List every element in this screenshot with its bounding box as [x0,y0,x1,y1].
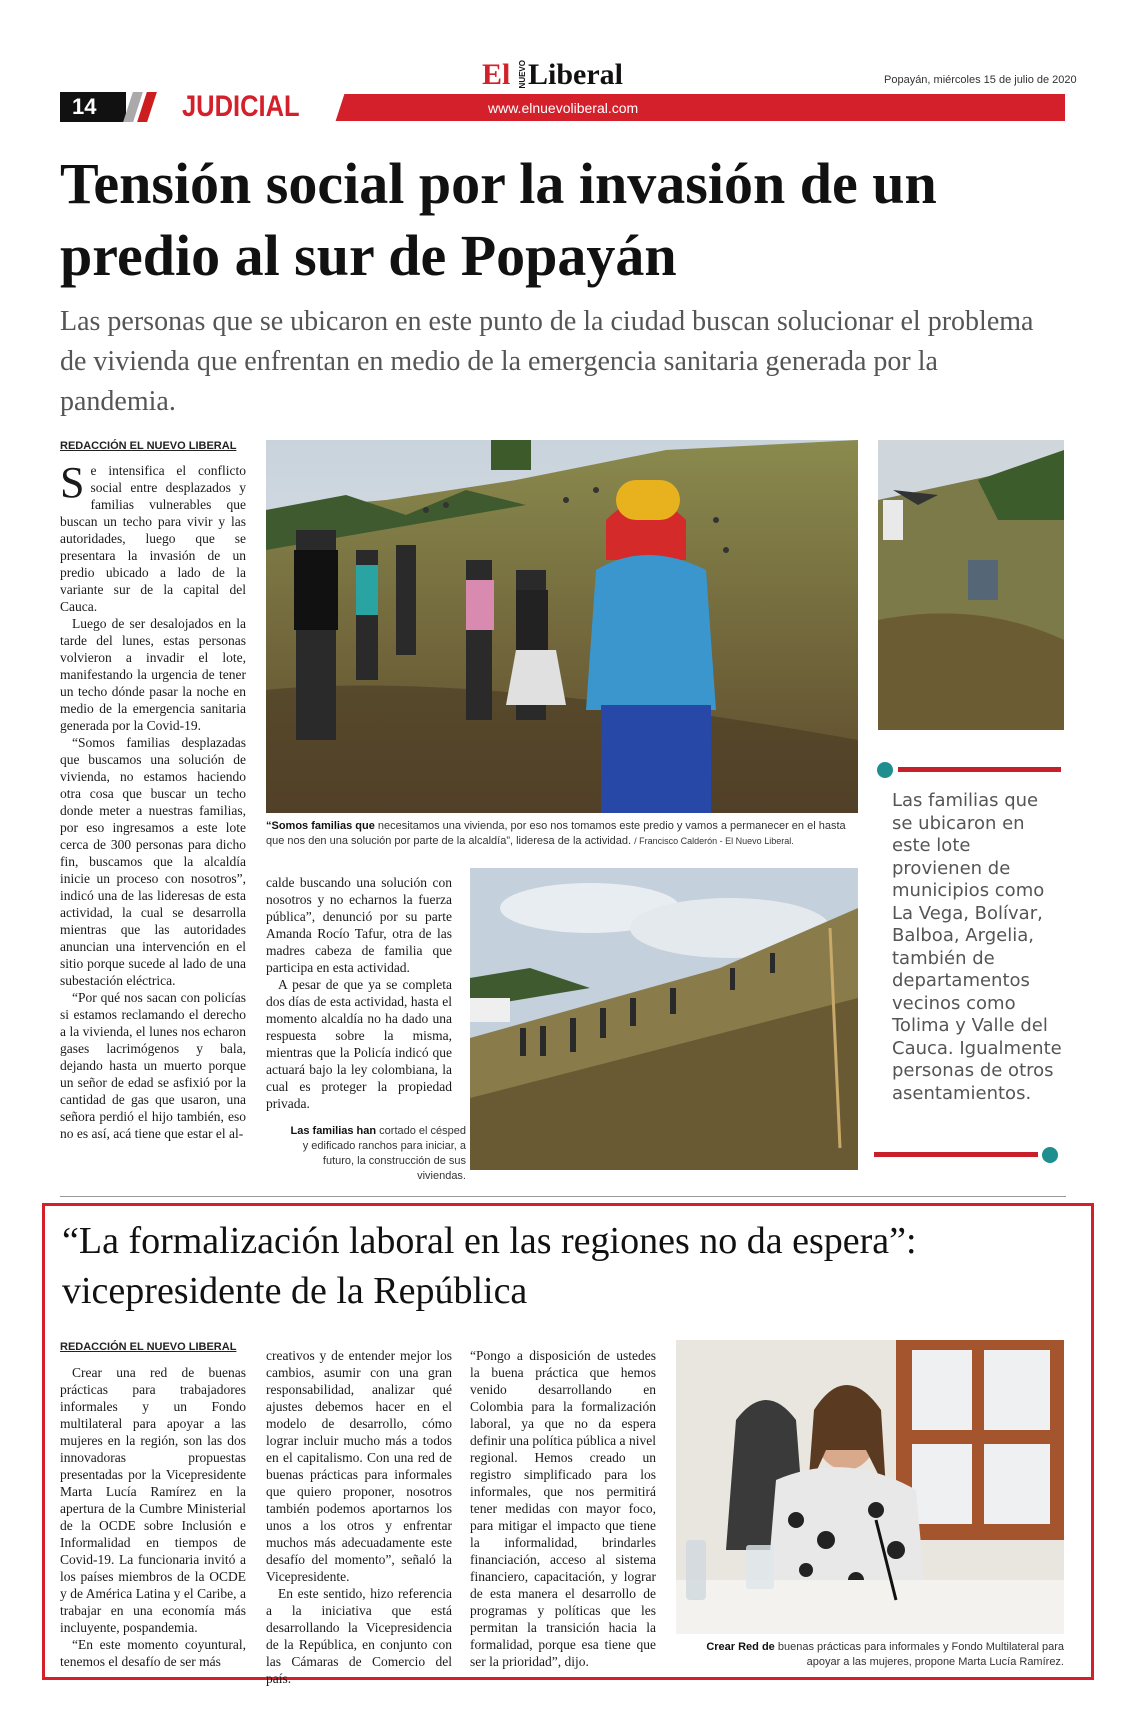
paragraph: En este sentido, hizo referencia a la iniciativa que está desarrollando la Vicepresidencia de la República, en conjunto con las Cámaras de Comercio del país. [266,1586,452,1686]
teal-dot-top [877,762,893,778]
article-byline: REDACCIÓN EL NUEVO LIBERAL [60,440,237,452]
caption-text: cortado el césped y edificado ranchos para iniciar, a futuro, la construcción de sus viviendas. [302,1125,466,1182]
article2-column-3 [470,1347,656,1670]
caption-lead: Crear Red de [706,1641,775,1653]
second-photo [470,868,858,1170]
article-deck: Las personas que se ubicaron en este punto de la ciudad buscan solucionar el problema de vivienda que enfrentan en medio de la emergencia sanitaria generada por la pandemia. [60,306,1034,417]
teal-dot-bottom [1042,1147,1058,1163]
article-headline: Tensión social por la invasión de un predio al sur de Popayán [60,151,937,288]
section-divider [60,1196,1066,1197]
section-title: JUDICIAL [182,90,300,123]
article-column-1 [60,458,246,1142]
article-column-2 [266,874,452,1112]
photo-credit: / Francisco Calderón - El Nuevo Liberal. [634,836,794,846]
main-photo-caption [266,819,858,849]
paragraph: calde buscando una solución con nosotros y no echarnos la fuerza pública”, denunció por su parte Amanda Rocío Tafur, otra de las madres cabeza de familia que participa en esta actividad. [266,875,452,975]
vicepresident-photo-caption [676,1640,1064,1670]
paragraph: “Por qué nos sacan con policías si estamos reclamando el derecho a la vivienda, el lunes nos echaron gases lacrimógenos y bala, dejando hasta un muerto porque un señor de edad se asfixió por la cantidad de gas que usaron, una señora perdió el hijo también, eso no es así, acá tiene que estar el al- [60,990,246,1141]
paragraph: creativos y de entender mejor los cambios, asumir con una gran responsabilidad, analizar qué ajustes debemos hacer en el modelo de desarrollo, cómo lograr incluir mucho más a todos en el capitalismo. Con una red de buenas prácticas para informales que quiero proponer, nosotros también podemos aportarnos los unos a los otros y enfrentar muchos más adecuadamente este desafío del momento”, señaló la Vicepresidente. [266,1348,452,1584]
logo-nuevo: NUEVO [518,60,527,89]
sidebar-text: Las familias que se ubicaron en este lote provienen de municipios como La Vega, Bolívar, Balboa, Argelia, también de departamentos vecinos como Tolima y Valle del Cauca. Igualmente personas de otros asentamientos. [892,790,1062,1104]
paragraph: A pesar de que ya se completa dos días de esta actividad, hasta el momento alcaldía no ha dado una respuesta sobre la misma, mientras que la Policía indicó que actuará bajo la ley colombiana, la cual es proteger la propiedad privada. [266,977,452,1111]
dateline: Popayán, miércoles 15 de julio de 2020 [884,74,1077,86]
website-url[interactable]: www.elnuevoliberal.com [488,100,639,116]
article2-headline: “La formalización laboral en las regiones no da espera”: vicepresidente de la República [62,1220,917,1312]
header-red-bar [328,94,1065,121]
caption-lead: “Somos familias que [266,820,375,832]
drop-cap: S [60,458,85,507]
article2-column-1 [60,1364,246,1670]
paragraph: Crear una red de buenas prácticas para trabajadores informales y un Fondo multilateral para apoyar a las mujeres en la región, son las dos innovadoras propuestas presentadas por la Vicepresidente Marta Lucía Ramírez en la apertura de la Cumbre Ministerial de la OCDE sobre Inclusión e Informalidad en tiempos de Covid-19. La funcionaria invitó a los países miembros de la OCDE y de América Latina y el Caribe, a trabajar en una economía más incluyente, pospandemia. [60,1365,246,1635]
second-photo-caption [284,1124,466,1184]
paragraph: “Pongo a disposición de ustedes la buena práctica que hemos venido desarrollando en Colombia para la formalización laboral, ya que no da espera definir una política pública a nivel regional. Hemos creado un registro simplificado para los informales, que nos permitirá tener medidas con mayor foco, para mitigar el impacto que tiene la informalidad, brindarles financiación, acceso al sistema financiero, capacitación, y lograr de esta manera el desarrollo de programas y políticas que les permitan la transición hacia la formalidad, porque esa tiene que ser la prioridad”, dijo. [470,1348,656,1669]
caption-lead: Las familias han [290,1125,377,1137]
paragraph: e intensifica el conflicto social entre desplazados y familias vulnerables que buscan un techo para vivir y las autoridades, luego que se presentara la invasión de un predio ubicado a lado de la variante sur de la capital del Cauca. [60,463,246,614]
sidebar-rule-bottom [874,1152,1038,1157]
paragraph: “Somos familias desplazadas que buscamos una solución de vivienda, no estamos haciendo otra cosa que buscar un techo donde meter a nuestras familias, por eso ingresamos a este lote cerca de 300 personas para dicho fin, buscamos que la alcaldía inicie un proceso con nosotros”, indicó una de las lideresas de esta actividad, la cual se desarrolla mientras que las autoridades anuncian una intervención en el sitio porque sucede al lado de una subestación eléctrica. [60,735,246,988]
article2-column-2 [266,1347,452,1687]
logo-el: El [482,58,511,91]
caption-text: necesitamos una vivienda, por eso nos tomamos este predio y vamos a permanecer en el hasta que nos den una solución por parte de la alcaldía”, lideresa de la actividad. [266,820,846,847]
paragraph: Luego de ser desalojados en la tarde del lunes, estas personas volvieron a invadir el lote, manifestando la urgencia de tener un techo dónde pasar la noche en medio de la emergencia sanitaria generada por la Covid-19. [60,616,246,733]
page-number: 14 [60,92,126,122]
logo-liberal: Liberal [528,58,623,91]
side-photo [878,440,1064,730]
caption-text: buenas prácticas para informales y Fondo Multilateral para apoyar a las mujeres, propone Marta Lucía Ramírez. [774,1641,1064,1668]
vicepresident-photo [676,1340,1064,1634]
sidebar-rule-top [898,767,1061,772]
paragraph: “En este momento coyuntural, tenemos el desafío de ser más [60,1637,246,1669]
article2-byline: REDACCIÓN EL NUEVO LIBERAL [60,1341,237,1353]
main-photo [266,440,858,813]
